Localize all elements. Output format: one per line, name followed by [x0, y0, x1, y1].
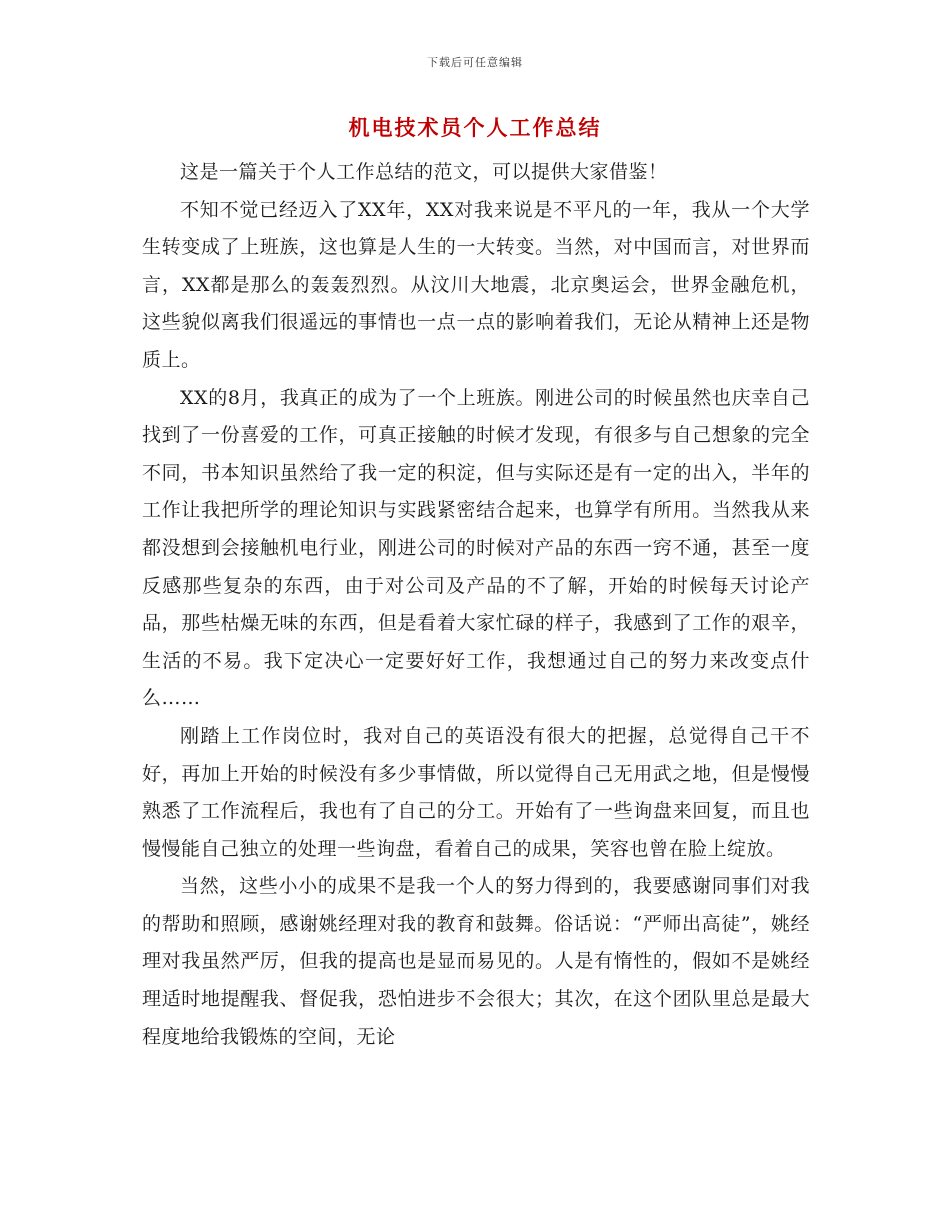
paragraph-1: 不知不觉已经迈入了XX年，XX对我来说是不平凡的一年，我从一个大学生转变成了上班族，这也算是人生的一大转变。当然，对中国而言，对世界而言，XX都是那么的轰轰烈烈。从汶川大地震，北京奥运会，世界金融危机，这些貌似离我们很遥远的事情也一点一点的影响着我们，无论从精神上还是物质上。 — [142, 198, 810, 371]
paragraph-intro: 这是一篇关于个人工作总结的范文，可以提供大家借鉴！ — [180, 161, 668, 183]
paragraph-4: 当然，这些小小的成果不是我一个人的努力得到的，我要感谢同事们对我的帮助和照顾，感谢姚经理对我的教育和鼓舞。俗话说：“严师出高徒”，姚经理对我虽然严厉，但我的提高也是显而易见的。人是有惰性的，假如不是姚经理适时地提醒我、督促我，恐怕进步不会很大；其次，在这个团队里总是最大程度地给我锻炼的空间，无论 — [142, 875, 810, 1048]
header-note: 下载后可任意编辑 — [427, 56, 523, 69]
document-title: 机电技术员个人工作总结 — [348, 115, 602, 140]
document-body — [142, 154, 810, 1056]
paragraph-2: XX的8月，我真正的成为了一个上班族。刚进公司的时候虽然也庆幸自己找到了一份喜爱的工作，可真正接触的时候才发现，有很多与自己想象的完全不同，书本知识虽然给了我一定的积淀，但与实际还是有一定的出入，半年的工作让我把所学的理论知识与实践紧密结合起来，也算学有所用。当然我从来都没想到会接触机电行业，刚进公司的时候对产品的东西一窍不通，甚至一度反感那些复杂的东西，由于对公司及产品的不了解，开始的时候每天讨论产品，那些枯燥无味的东西，但是看着大家忙碌的样子，我感到了工作的艰辛，生活的不易。我下定决心一定要好好工作，我想通过自己的努力来改变点什么…… — [142, 386, 810, 710]
paragraph-3: 刚踏上工作岗位时，我对自己的英语没有很大的把握，总觉得自己干不好，再加上开始的时候没有多少事情做，所以觉得自己无用武之地，但是慢慢熟悉了工作流程后，我也有了自己的分工。开始有了一些询盘来回复，而且也慢慢能自己独立的处理一些询盘，看着自己的成果，笑容也曾在脸上绽放。 — [142, 724, 810, 860]
